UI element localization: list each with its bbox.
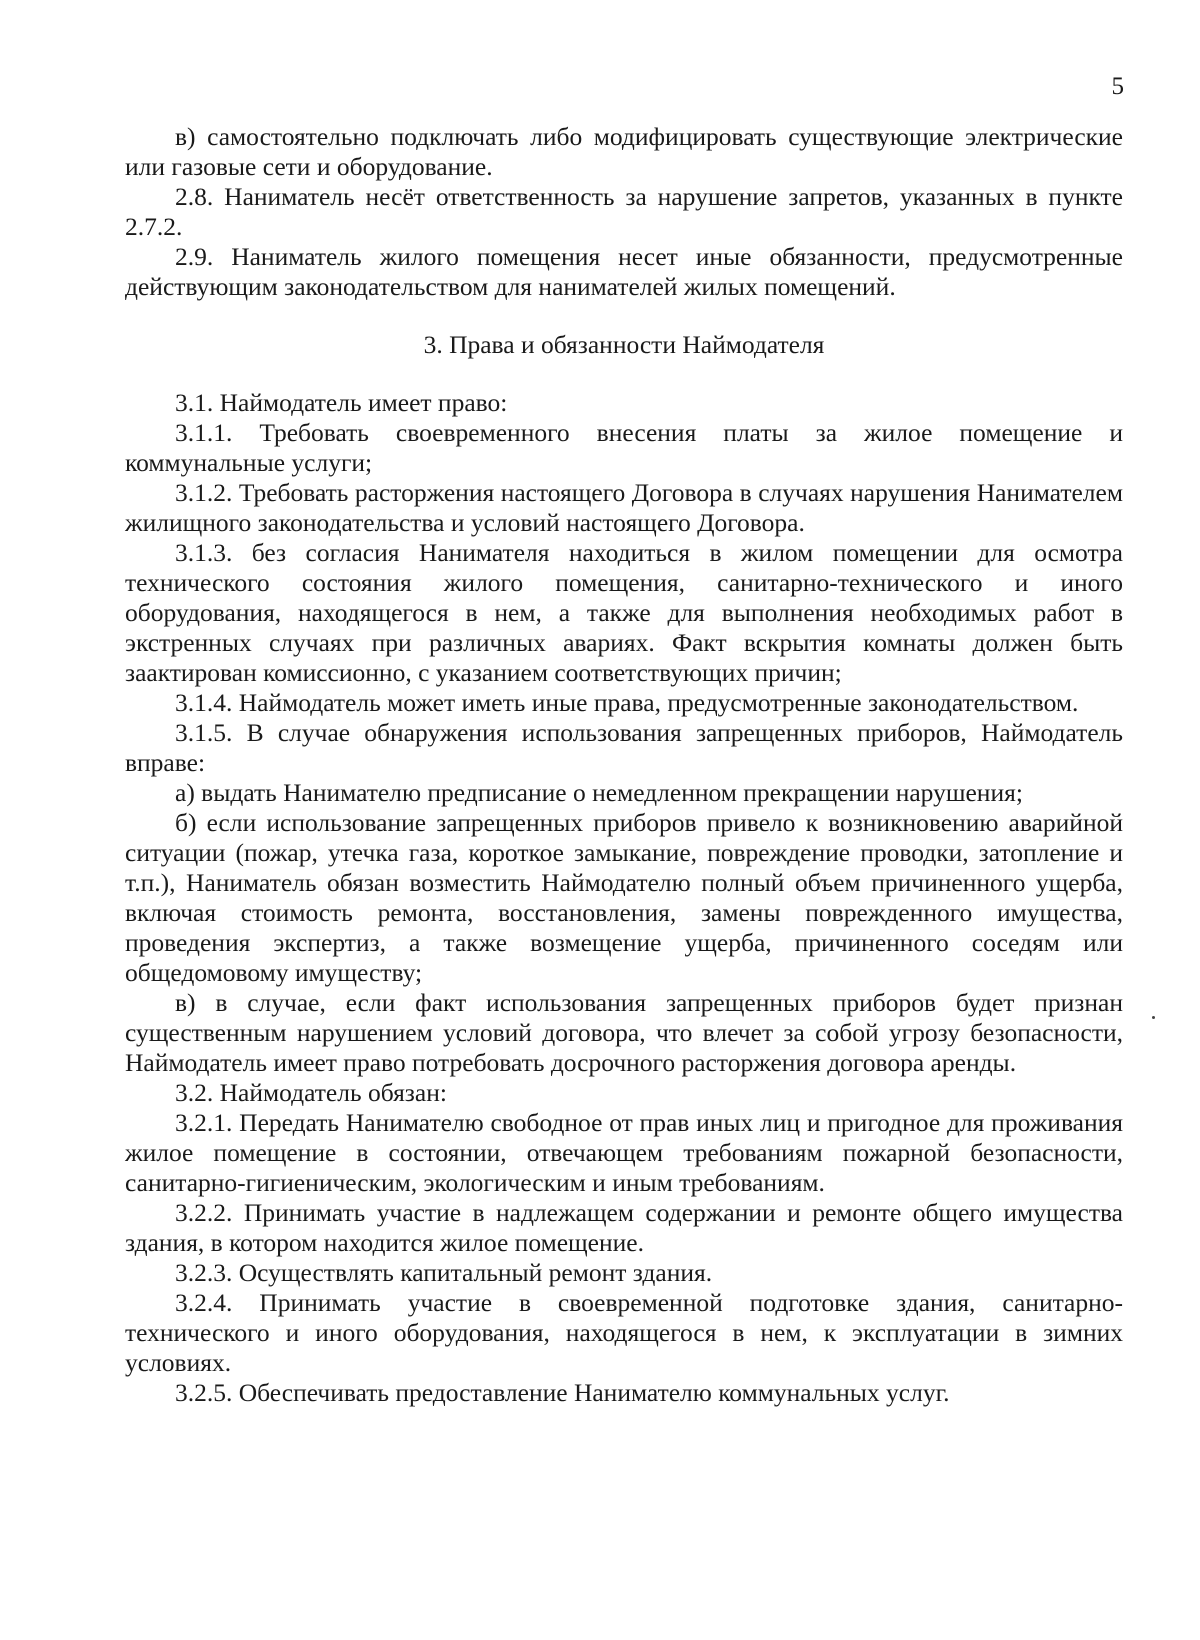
paragraph: 3.1.3. без согласия Нанимателя находиться в жилом помещении для осмотра технического состояния жилого помещения, санитарно-технического и иного оборудования, находящегося в нем, а также для выполнения необходимых работ в экстренных случаях при различных авариях. Факт вскрытия комнаты должен быть заактирован комиссионно, с указанием соответствующих причин; [125,538,1123,687]
section-heading: 3. Права и обязанности Наймодателя [423,330,825,359]
paragraph: в) самостоятельно подключать либо модифицировать существующие электрические или газовые сети и оборудование. [125,122,1123,181]
paragraph: б) если использование запрещенных приборов привело к возникновению аварийной ситуации (пожар, утечка газа, короткое замыкание, повреждение проводки, затопление и т.п.), Наниматель обязан возместить Наймодателю полный объем причиненного ущерба, включая стоимость ремонта, восстановления, замены поврежденного имущества, проведения экспертиз, а также возмещение ущерба, причиненного соседям или общедомовому имуществу; [125,808,1123,987]
paragraph: 3.2. Наймодатель обязан: [175,1078,447,1107]
paragraph: 3.2.1. Передать Нанимателю свободное от прав иных лиц и пригодное для проживания жилое помещение в состоянии, отвечающем требованиям пожарной безопасности, санитарно-гигиеническим, экологическим и иным требованиям. [125,1108,1123,1197]
paragraph: 3.2.2. Принимать участие в надлежащем содержании и ремонте общего имущества здания, в котором находится жилое помещение. [125,1198,1123,1257]
page-number: 5 [1111,73,1124,100]
paragraph: 3.1.2. Требовать расторжения настоящего Договора в случаях нарушения Нанимателем жилищного законодательства и условий настоящего Договора. [125,478,1123,537]
paragraph: 3.1.1. Требовать своевременного внесения платы за жилое помещение и коммунальные услуги; [125,418,1123,477]
paragraph: а) выдать Нанимателю предписание о немедленном прекращении нарушения; [175,778,1023,807]
paragraph: 3.2.3. Осуществлять капитальный ремонт здания. [175,1258,713,1287]
paragraph: в) в случае, если факт использования запрещенных приборов будет признан существенным нарушением условий договора, что влечет за собой угрозу безопасности, Наймодатель имеет право потребовать досрочного расторжения договора аренды. [125,988,1123,1077]
scan-speck [1152,1016,1155,1019]
paragraph: 3.1. Наймодатель имеет право: [175,388,508,417]
paragraph: 2.8. Наниматель несёт ответственность за нарушение запретов, указанных в пункте 2.7.2. [125,182,1123,241]
paragraph: 3.1.4. Наймодатель может иметь иные права, предусмотренные законодательством. [175,688,1079,717]
document-body [125,122,1123,1408]
paragraph: 3.2.4. Принимать участие в своевременной подготовке здания, санитарно-технического и иного оборудования, находящегося в нем, к эксплуатации в зимних условиях. [125,1288,1123,1377]
paragraph: 3.1.5. В случае обнаружения использования запрещенных приборов, Наймодатель вправе: [125,718,1123,777]
paragraph: 2.9. Наниматель жилого помещения несет иные обязанности, предусмотренные действующим законодательством для нанимателей жилых помещений. [125,242,1123,301]
paragraph: 3.2.5. Обеспечивать предоставление Нанимателю коммунальных услуг. [175,1378,950,1407]
